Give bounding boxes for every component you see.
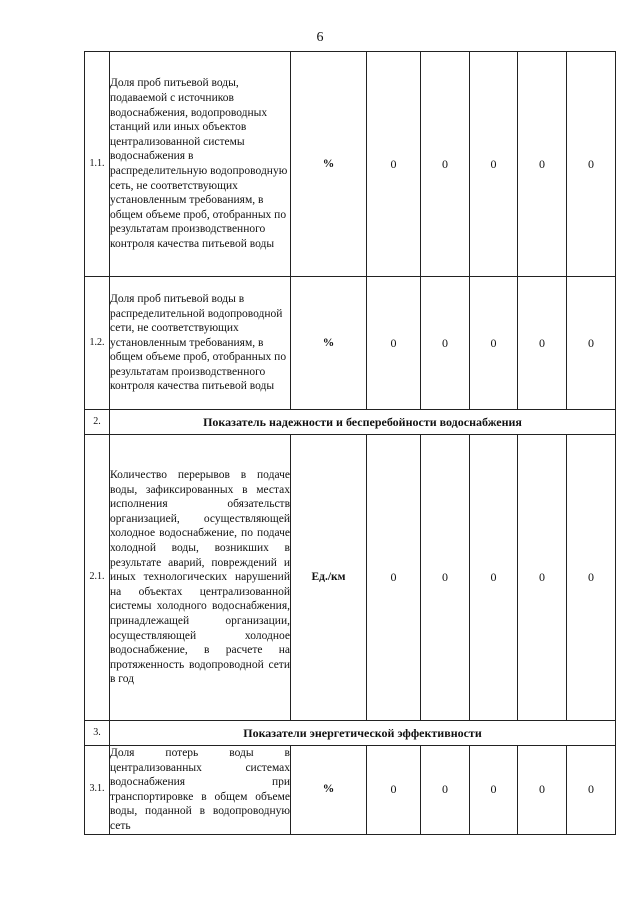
unit-cell: Ед./км (291, 435, 367, 721)
section-number: 2. (85, 410, 110, 435)
row-number: 1.1. (85, 52, 110, 277)
value-cell: 0 (470, 435, 518, 721)
indicator-description: Количество перерывов в подаче воды, зафиксированных в местах исполнения обязательств организацией, осуществляющей холодное водоснабжение, по подаче холодной воды, возникших в результате аварий, повреждений и иных технологических нарушений на объектах централизованной системы холодного водоснабжения, принадлежащей организации, осуществляющей холодное водоснабжение, в расчете на протяженность водопроводной сети в год (110, 435, 291, 721)
value-cell: 0 (421, 52, 470, 277)
value-cell: 0 (367, 435, 421, 721)
section-title: Показатель надежности и бесперебойности водоснабжения (110, 410, 616, 435)
unit-cell: % (291, 746, 367, 835)
value-cell: 0 (567, 52, 616, 277)
table-row (85, 435, 616, 721)
value-cell: 0 (518, 277, 567, 410)
row-number: 2.1. (85, 435, 110, 721)
value-cell: 0 (567, 435, 616, 721)
value-cell: 0 (421, 435, 470, 721)
table-row (85, 746, 616, 835)
section-number: 3. (85, 721, 110, 746)
row-number: 3.1. (85, 746, 110, 835)
section-row (85, 721, 616, 746)
value-cell: 0 (470, 277, 518, 410)
page-number: 6 (316, 30, 324, 45)
value-cell: 0 (518, 52, 567, 277)
value-cell: 0 (518, 435, 567, 721)
value-cell: 0 (367, 746, 421, 835)
section-title: Показатели энергетической эффективности (110, 721, 616, 746)
value-cell: 0 (567, 277, 616, 410)
section-row (85, 410, 616, 435)
indicator-description: Доля потерь воды в централизованных системах водоснабжения при транспортировке в общем объеме воды, поданной в водопроводную сеть (110, 746, 291, 835)
value-cell: 0 (421, 277, 470, 410)
value-cell: 0 (367, 52, 421, 277)
table-row (85, 52, 616, 277)
indicator-description: Доля проб питьевой воды, подаваемой с источников водоснабжения, водопроводных станций или иных объектов централизованной системы водоснабжения в распределительную водопроводную сеть, не соответствующих установленным требованиям, в общем объеме проб, отобранных по результатам производственного контроля качества питьевой воды (110, 52, 291, 277)
value-cell: 0 (567, 746, 616, 835)
value-cell: 0 (367, 277, 421, 410)
unit-cell: % (291, 52, 367, 277)
indicator-description: Доля проб питьевой воды в распределительной водопроводной сети, не соответствующих установленным требованиям, в общем объеме проб, отобранных по результатам производственного контроля качества питьевой воды (110, 277, 291, 410)
value-cell: 0 (518, 746, 567, 835)
row-number: 1.2. (85, 277, 110, 410)
value-cell: 0 (470, 746, 518, 835)
unit-cell: % (291, 277, 367, 410)
value-cell: 0 (421, 746, 470, 835)
indicators-table (84, 51, 616, 835)
value-cell: 0 (470, 52, 518, 277)
table-row (85, 277, 616, 410)
